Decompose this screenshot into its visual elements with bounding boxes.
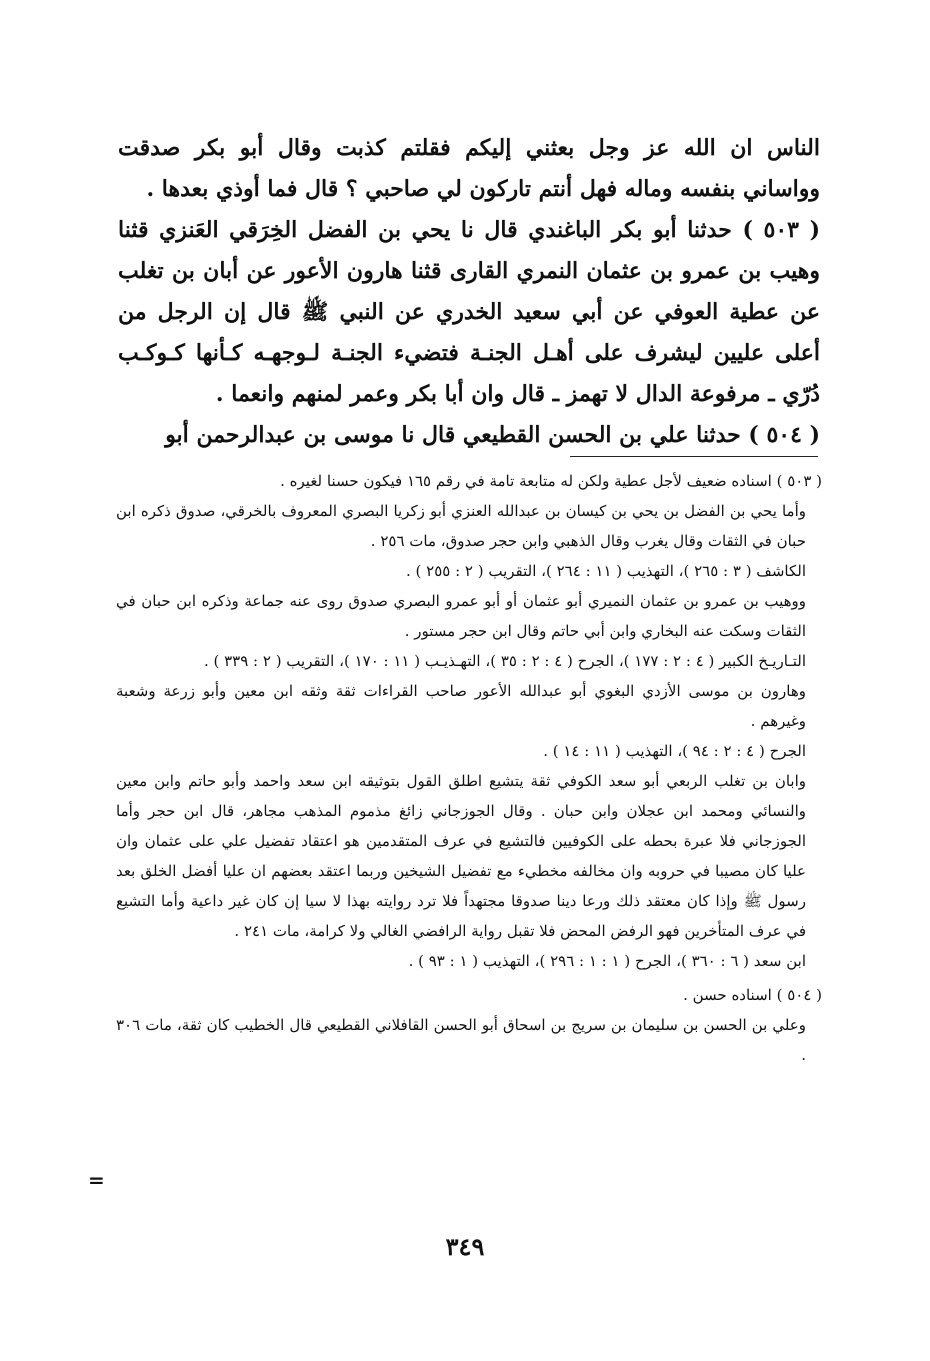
footnote-503-wuhayb-refs: التـاريـخ الكبير ( ٤ : ٢ : ١٧٧ )، الجرح ( ٤ : ٢ : ٣٥ )، التهـذيـب ( ١١ : ١٧٠ )، التقريب ( ٢ : ٣٣٩ ) . [203, 652, 806, 670]
main-text [118, 128, 820, 456]
footnote-503-heading: ( ٥٠٣ ) اسناده ضعيف لأجل عطية ولكن له متابعة تامة في رقم ١٦٥ فيكون حسنا لغيره . [280, 472, 822, 490]
footnote-504-heading: ( ٥٠٤ ) اسناده حسن . [683, 986, 822, 1004]
footnote-503-yahya-refs: الكاشف ( ٣ : ٢٦٥ )، التهذيب ( ١١ : ٢٦٤ )، التقريب ( ٢ : ٢٥٥ ) . [405, 562, 806, 580]
footnote-503-aban: وابان بن تغلب الربعي أبو سعد الكوفي ثقة يتشيع اطلق القول بتوثيقه ابن سعد واحمد وأبو حاتم وابن معين والنسائي ومحمد ابن عجلان وابن حبان . وقال الجوزجاني زائغ مذموم المذهب مجاهر، قال ابن حجر وأما الجوزجاني فلا عبرة بحطه على الكوفيين فالتشيع في عرف المتقدمين هو اعتقاد تفضيل علي على عثمان وان عليا كان مصيبا في حروبه وان مخالفه مخطيء مع تفضيل الشيخين وربما اعتقد بعضهم ان عليا أفضل الخلق بعد رسول ﷺ وإذا كان معتقد ذلك ورعا دينا صدوقا مجتهداً فلا ترد روايته بهذا لا سيا إن كان غير داعية وأما التشيع في عرف المتأخرين فهو الرفض المحض فلا تقبل رواية الرافضي الغالي ولا كرامة، مات ٢٤١ . [116, 772, 806, 940]
hadith-504: ( ٥٠٤ ) حدثنا علي بن الحسن القطيعي قال نا موسى بن عبدالرحمن أبو [165, 422, 820, 448]
footnotes [116, 466, 822, 1070]
footnote-503-wuhayb: ووهيب بن عمرو بن عثمان النميري أبو عثمان أو أبو عمرو البصري صدوق روى عنه جماعة وذكره ابن حبان في الثقات وسكت عنه البخاري وابن أبي حاتم وقال ابن حجر مستور . [116, 592, 806, 640]
footnote-503-yahya: وأما يحي بن الفضل بن يحي بن كيسان بن عبدالله العنزي أبو زكريا البصري المعروف بالخرقي، صدوق ذكره ابن حبان في الثقات وقال يغرب وقال الذهبي وابن حجر صدوق، مات ٢٥٦ . [116, 502, 806, 550]
hadith-503: ( ٥٠٣ ) حدثنا أبو بكر الباغندي قال نا يحي بن الفضل الخِرَقي العَنزي قثنا وهيب بن عمرو بن عثمان النمري القارى قثنا هارون الأعور عن أبان بن تغلب عن عطية العوفي عن أبي سعيد الخدري عن النبي ﷺ قال إن الرجل من أعلى عليين ليشرف على أهـل الجنـة فتضيء الجنـة لـوجهـه كـأنها كـوكـب دُرّي ـ مرفوعة الدال لا تهمز ـ قال وان أبا بكر وعمر لمنهم وانعما . [118, 217, 820, 407]
footnote-separator [570, 456, 818, 457]
page-number: ٣٤٩ [445, 1232, 485, 1261]
footnote-503-harun: وهارون بن موسى الأزدي البغوي أبو عبدالله الأعور صاحب القراءات ثقة وثقه ابن معين وأبو زرعة وشعبة وغيرهم . [116, 682, 806, 730]
continuation-mark: = [88, 1168, 105, 1192]
footnote-503-harun-refs: الجرح ( ٤ : ٢ : ٩٤ )، التهذيب ( ١١ : ١٤ ) . [543, 742, 806, 760]
footnote-503-aban-refs: ابن سعد ( ٦ : ٣٦٠ )، الجرح ( ١ : ١ : ٢٩٦ )، التهذيب ( ١ : ٩٣ ) . [408, 952, 806, 970]
footnote-504-ali: وعلي بن الحسن بن سليمان بن سريج بن اسحاق أبو الحسن القافلاني القطيعي قال الخطيب كان ثقة، مات ٣٠٦ . [116, 1016, 806, 1064]
continuation-paragraph: الناس ان الله عز وجل بعثني إليكم فقلتم كذبت وقال أبو بكر صدقت وواساني بنفسه وماله فهل أنتم تاركون لي صاحبي ؟ قال فما أوذي بعدها . [118, 135, 820, 202]
